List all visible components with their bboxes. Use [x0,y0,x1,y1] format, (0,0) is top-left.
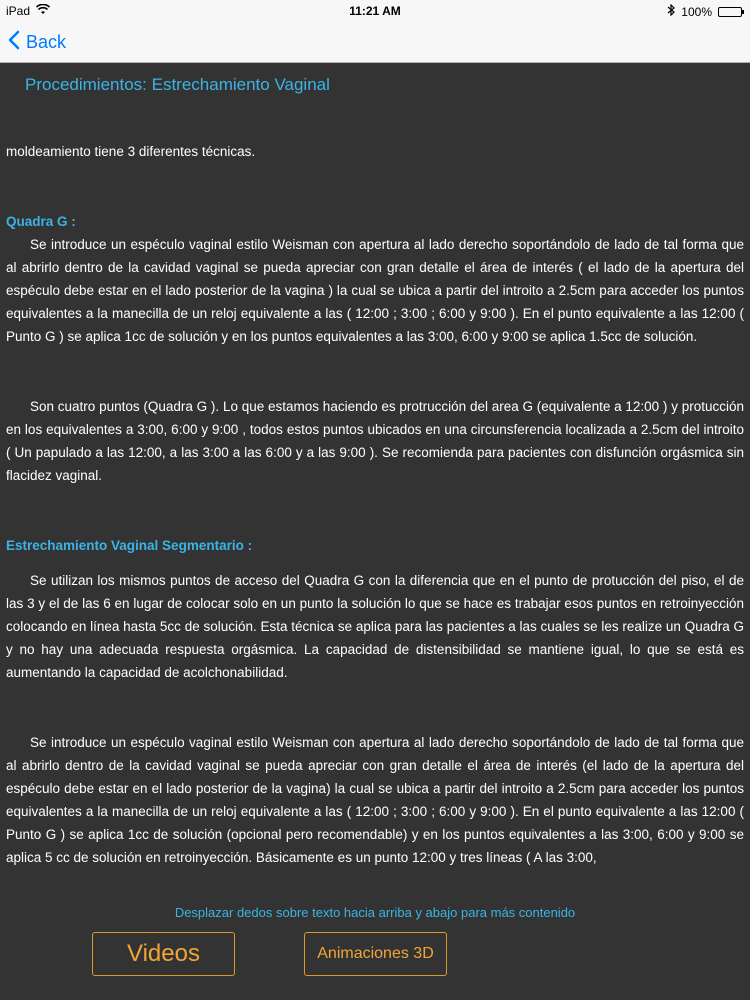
status-bar [0,0,750,22]
battery-percent: 100% [681,4,712,19]
section-heading-quadra-g: Quadra G : [6,214,76,229]
battery-icon [718,7,742,17]
scroll-hint: Desplazar dedos sobre texto hacia arriba y abajo para más contenido [174,905,576,920]
status-right [667,4,742,19]
section-heading-segmentario: Estrechamiento Vaginal Segmentario : [6,538,253,553]
navigation-bar [0,22,750,63]
page-title: Procedimientos: Estrechamiento Vaginal [25,75,330,94]
paragraph: Se introduce un espéculo vaginal estilo Weisman con apertura al lado derecho soportándolo de lado de tal forma que al abrirlo dentro de la cavidad vaginal se pueda apreciar con gran detalle el área de interés ( el lado de la apertura del espéculo debe estar en el lado posterior de la vagina ) la cual se ubica a partir del introito a 2.5cm para acceder los puntos equivalentes a la manecilla de un reloj equivalente a las ( 12:00 ; 3:00 ; 6:00 y 9:00 ). En el punto equivalente a las 12:00 ( Punto G ) se aplica 1cc de solución y en los puntos equivalentes a las 3:00, 6:00 y 9:00 se aplica 1.5cc de solución. [6,237,744,344]
chevron-left-icon [8,30,20,55]
paragraph: Se utilizan los mismos puntos de acceso del Quadra G con la diferencia que en el punto de protucción del piso, el de las 3 y el de las 6 en lugar de colocar solo en un punto la solución lo que se hace es trabajar esos puntos en retroinyección colocando en línea hasta 5cc de solución. Esta técnica se aplica para las pacientes a las cuales se les realize un Quadra G y no hay una adecuada respuesta orgásmica. La capacidad de distensibilidad se mantiene igual, lo que se está es aumentando la capacidad de acolchonabilidad. [6,573,744,680]
back-button[interactable] [8,30,66,55]
paragraph: Son cuatro puntos (Quadra G ). Lo que estamos haciendo es protrucción del area G (equivalente a 12:00 ) y protucción en los equivalentes a 3:00, 6:00 y 9:00 , todos estos puntos ubicados en una circunsferencia localizada a 2.5cm del introito ( Un papulado a las 12:00, a las 3:00 a las 6:00 y a las 9:00 ). Se recomienda para pacientes con disfunción orgásmica sin flacidez vaginal. [6,399,744,483]
intro-text: moldeamiento tiene 3 diferentes técnicas. [6,144,256,159]
bluetooth-icon [667,4,675,19]
videos-button[interactable]: Videos [92,932,235,976]
animations-3d-button[interactable]: Animaciones 3D [304,932,447,976]
paragraph: Se introduce un espéculo vaginal estilo Weisman con apertura al lado derecho soportándolo de lado de tal forma que al abrirlo dentro de la cavidad vaginal se pueda apreciar con gran detalle el área de interés (el lado de la apertura del espéculo debe estar en el lado posterior de la vagina) la cual se ubica a partir del introito a 2.5cm para acceder los puntos equivalentes a la manecilla de un reloj equivalente a las ( 12:00 ; 3:00 ; 6:00 y 9:00 ). En el punto equivalente a las 12:00 ( Punto G ) se aplica 1cc de solución (opcional pero recomendable) y en los puntos equivalentes a las 3:00, 6:00 y 9:00 se aplica 5 cc de solución en retroinyección. Básicamente es un punto 12:00 y tres líneas ( A las 3:00, [6,735,744,865]
back-label: Back [26,32,67,52]
device-label: iPad [6,4,31,18]
content-scroll-area[interactable] [6,140,744,894]
status-time: 11:21 AM [349,4,401,18]
